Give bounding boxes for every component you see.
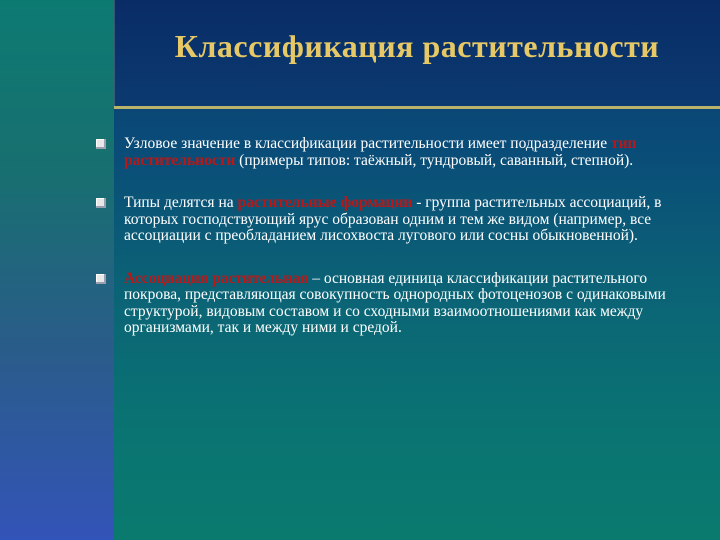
bullet-item-1 — [96, 136, 696, 169]
bullet-item-3 — [96, 271, 696, 337]
title-divider — [114, 106, 720, 109]
bullet-list — [96, 136, 696, 363]
slide-title: Классификация растительности — [174, 28, 660, 64]
bullet-highlight-term: Ассоциация растительная — [124, 269, 309, 287]
bullet-square-icon — [96, 139, 106, 149]
bullet-square-icon — [96, 274, 106, 284]
bullet-text-after: (примеры типов: таёжный, тундровый, саванный, степной). — [235, 151, 634, 169]
bullet-text-after: - группа растительных ассоциаций, в которых господствующий ярус образован одним и тем же видом (например, все ассоциации с преобладанием лисохвоста лугового или сосны обыкновенной). — [124, 194, 662, 244]
bullet-text-before: Типы делятся на — [124, 194, 238, 211]
bullet-square-icon — [96, 198, 106, 208]
bullet-item-2 — [96, 195, 696, 245]
bullet-text-after: – основная единица классификации растительного покрова, представляющая совокупность однородных фотоценозов с одинаковыми структурой, видовым составом и со сходными взаимоотношениями как между организмами, так и между ними и средой. — [124, 269, 666, 336]
bullet-text-before: Узловое значение в классификации растительности имеет подразделение — [124, 135, 611, 152]
bullet-highlight-term: тип растительности — [124, 135, 637, 169]
bullet-highlight-term: растительные формации — [237, 194, 413, 211]
